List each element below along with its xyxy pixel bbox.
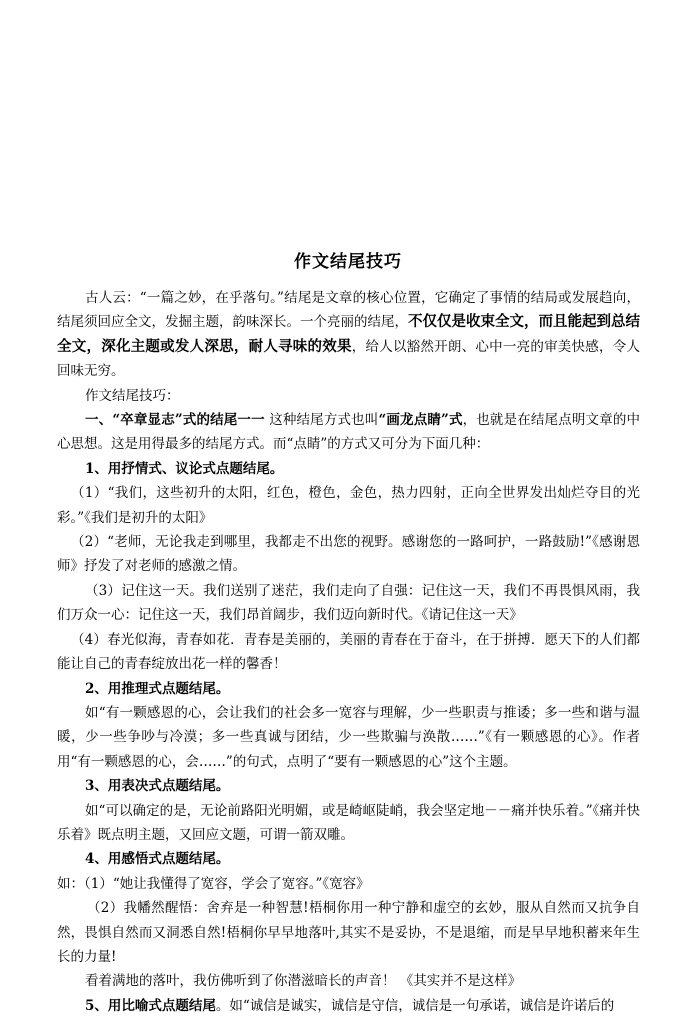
method-4-example-3: 看着满地的落叶，我仿佛听到了你潜滋暗长的声音！ 《其实并不是这样》 bbox=[85, 973, 522, 990]
method-5-text: 。如“诚信是诚实，诚信是守信，诚信是一句承诺，诚信是许诺后的 bbox=[215, 997, 615, 1014]
method-4-heading: 4、用感悟式点题结尾。 bbox=[85, 851, 230, 868]
intro-text-1: 古人云：“一篇之妙，在乎落句。”结尾是文章的核心位置，它确定了事情的结局或发展趋向，结尾须回应全文，发掘主题，韵味深长。一个亮丽的结尾， bbox=[57, 290, 640, 331]
document-title: 作文结尾技巧 bbox=[294, 252, 402, 272]
section-1-bold: “画龙点睛”式 bbox=[378, 412, 463, 429]
method-4-example-1: 如：（1）“她让我懂得了宽容，学会了宽容。”《宽容》 bbox=[57, 875, 370, 892]
document-body bbox=[57, 286, 640, 1018]
intro-text-2: ，给人以豁然开朗、心中一亮的审美快感，令人回味无穷。 bbox=[57, 338, 640, 380]
subheading: 作文结尾技巧： bbox=[85, 387, 180, 404]
section-1-paragraph bbox=[57, 408, 640, 457]
section-1-heading: 一、“卒章显志”式的结尾一一 bbox=[85, 412, 265, 429]
intro-bold-text: 不仅仅是收束全文，而且能起到总结全文，深化主题或发人深思，耐人寻味的效果 bbox=[57, 313, 640, 355]
section-1-text-1: 这种结尾方式也叫 bbox=[264, 412, 379, 429]
method-5-paragraph bbox=[57, 994, 640, 1018]
method-1-example-1: （1）“我们，这些初升的太阳，红色，橙色，金色，热力四射，正向全世界发出灿烂夺目的光彩。”《我们是初升的太阳》 bbox=[57, 485, 640, 526]
method-1-example-3: （3）记住这一天。我们送别了迷茫，我们走向了自强：记住这一天，我们不再畏惧风雨，我们万众一心：记住这一天，我们昂首阔步，我们迈向新时代。《请记住这一天》 bbox=[57, 582, 640, 624]
intro-paragraph bbox=[57, 286, 640, 384]
method-2-text: 如“有一颗感恩的心，会让我们的社会多一宽容与理解，少一些职责与推诿；多一些和谐与温暖，少一些争吵与冷漠；多一些真诚与团结，少一些欺骗与涣散……”《有一颗感恩的心》。作者用“有一颗感恩的心，会……”的句式，点明了“要有一颗感恩的心”这个主题。 bbox=[57, 704, 640, 770]
method-3-heading: 3、用表决式点题结尾。 bbox=[85, 778, 230, 795]
method-1-heading: 1、用抒情式、议论式点题结尾。 bbox=[85, 460, 284, 477]
method-5-heading: 5、用比喻式点题结尾 bbox=[85, 997, 216, 1014]
method-2-heading: 2、用推理式点题结尾。 bbox=[85, 680, 230, 697]
section-1-text-2: ，也就是在结尾点明文章的中心思想。这是用得最多的结尾方式。而“点睛”的方式又可分为下面几种： bbox=[57, 412, 641, 453]
method-3-text: 如“可以确定的是，无论前路阳光明媚，或是崎岖陡峭，我会坚定地－－痛并快乐着。”《痛并快乐着》既点明主题，又回应文题，可谓一箭双雕。 bbox=[57, 802, 640, 843]
method-1-example-2: （2）“老师，无论我走到哪里，我都走不出您的视野。感谢您的一路呵护，一路鼓励!”《感谢恩师》抒发了对老师的感激之情。 bbox=[57, 534, 640, 575]
method-4-example-2: （2）我幡然醒悟：舍弃是一种智慧!梧桐你用一种宁静和虚空的玄妙，服从自然而又抗争自然，畏惧自然而又洞悉自然!梧桐你早早地落叶,其实不是妥协，不是退缩，而是早早地积蓄来年生长的力量! bbox=[57, 900, 640, 965]
method-1-example-4: （4）春光似海，青春如花．青春是美丽的，美丽的青春在于奋斗，在于拼搏．愿天下的人们都能让自己的青春绽放出花一样的馨香！ bbox=[57, 631, 640, 673]
